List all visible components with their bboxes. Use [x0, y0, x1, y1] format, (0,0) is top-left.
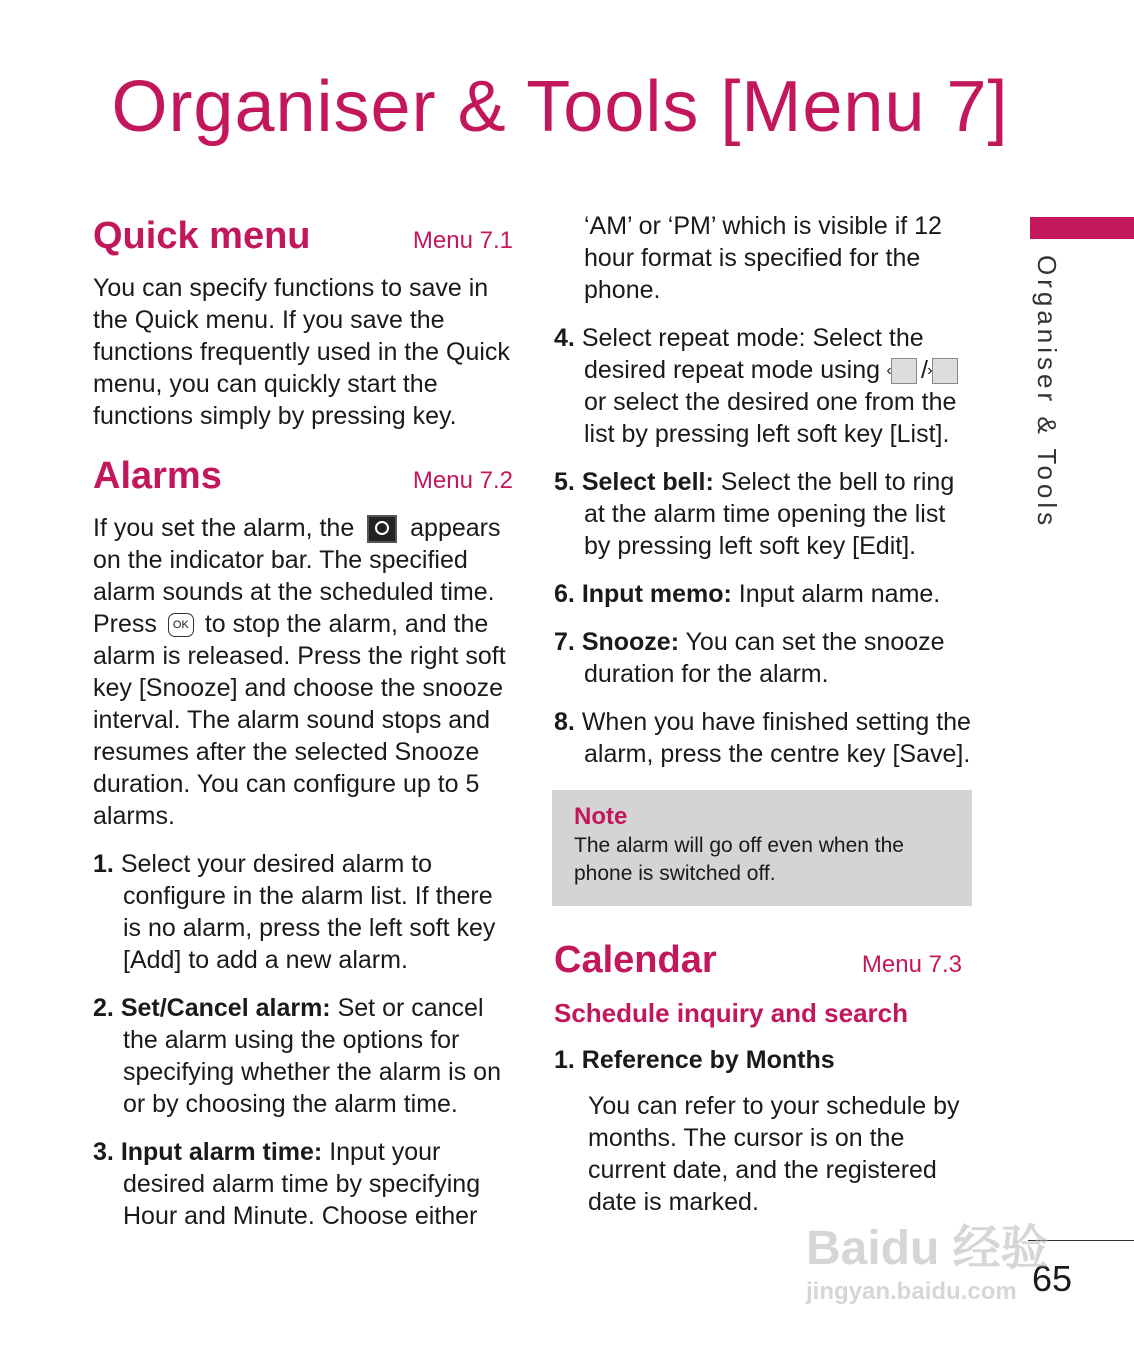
list-item [554, 626, 974, 690]
step-number: 3. [93, 1138, 114, 1166]
step-label: Input alarm time: [120, 1138, 323, 1166]
step-label: Input memo: [581, 580, 732, 608]
step-number: 2. [93, 994, 114, 1022]
step-label: Set/Cancel alarm: [120, 994, 331, 1022]
step-text: Set or cancel the alarm using the options for specifying whether the alarm is on or by choosing the alarm time. [123, 994, 501, 1118]
list-item [554, 322, 974, 450]
note-title: Note [574, 803, 628, 830]
alarm-steps-list-continued [554, 322, 974, 770]
alarm-steps-list [93, 848, 513, 1232]
list-item [554, 706, 974, 770]
step-number: 6. [554, 580, 575, 608]
right-column [554, 210, 974, 1218]
arrow-separator: / [920, 356, 928, 384]
alarms-text-a: If you set the alarm, the [93, 514, 355, 542]
left-column [93, 210, 513, 1248]
alarms-header [93, 450, 513, 502]
quick-menu-number: Menu 7.1 [412, 227, 513, 254]
step-number: 7. [554, 628, 575, 656]
page-number: 65 [1032, 1258, 1073, 1299]
step-label: Select bell: [581, 468, 714, 496]
watermark [806, 1220, 1066, 1320]
page-title: Organiser & Tools [Menu 7] [111, 67, 1009, 147]
step3-continued: ‘AM’ or ‘PM’ which is visible if 12 hour format is specified for the phone. [584, 212, 942, 304]
step-text: Input alarm name. [738, 580, 941, 608]
list-item [554, 466, 974, 562]
list-item [554, 578, 974, 610]
left-arrow-key-icon: ‹ [891, 358, 917, 384]
step-number: 1. [93, 850, 114, 878]
step-text: Select your desired alarm to configure in the alarm list. If there is no alarm, press the left soft key [Add] to add a new alarm. [120, 850, 496, 974]
alarms-heading: Alarms [93, 455, 222, 497]
calendar-header [554, 934, 974, 986]
note-box [552, 790, 972, 906]
calendar-number: Menu 7.3 [861, 951, 962, 978]
step-number: 5. [554, 468, 575, 496]
step-text: When you have finished setting the alarm, press the centre key [Save]. [581, 708, 971, 768]
watermark-sub: jingyan.baidu.com [806, 1278, 1017, 1305]
step-text: or select the desired one from the list by pressing left soft key [List]. [584, 388, 957, 448]
side-section-label: Organiser & Tools [1032, 255, 1062, 530]
calendar-subheading: Schedule inquiry and search [554, 998, 908, 1028]
step-text: Select repeat mode: Select the desired repeat mode using [581, 324, 924, 384]
step-text: You can set the snooze duration for the alarm. [584, 628, 945, 688]
step-number: 4. [554, 324, 575, 352]
alarms-text [93, 512, 513, 832]
quick-menu-heading: Quick menu [93, 215, 311, 257]
step-label: Snooze: [581, 628, 680, 656]
watermark-main: Baidu 经验 [806, 1222, 1049, 1275]
list-item [93, 992, 513, 1120]
step-number: 8. [554, 708, 575, 736]
right-arrow-key-icon: › [932, 358, 958, 384]
ok-key-icon: OK [168, 613, 194, 637]
calendar-text: You can refer to your schedule by months. The cursor is on the current date, and the registered date is marked. [588, 1092, 960, 1216]
calendar-item: 1. Reference by Months [554, 1046, 835, 1074]
step-text: Input your desired alarm time by specifying Hour and Minute. Choose either [123, 1138, 481, 1230]
side-tab-bar [1030, 217, 1134, 239]
step-text: Select the bell to ring at the alarm time opening the list by pressing left soft key [Edit]. [584, 468, 955, 560]
alarms-text-c: to stop the alarm, and the alarm is released. Press the right soft key [Snooze] and choose the snooze interval. The alarm sound stops and resumes after the selected Snooze duration. You can configure up to 5 alarms. [93, 610, 506, 830]
alarms-number: Menu 7.2 [412, 467, 513, 494]
alarms-text-b: appears on the indicator bar. The specified alarm sounds at the scheduled time. Press [93, 514, 501, 638]
calendar-heading: Calendar [554, 939, 717, 981]
list-item [93, 1136, 513, 1232]
list-item [93, 848, 513, 976]
note-text: The alarm will go off even when the phone is switched off. [574, 834, 904, 885]
alarm-clock-icon [367, 515, 397, 543]
quick-menu-text: You can specify functions to save in the Quick menu. If you save the functions frequently used in the Quick menu, you can quickly start the functions simply by pressing key. [93, 274, 510, 430]
quick-menu-header [93, 210, 513, 262]
